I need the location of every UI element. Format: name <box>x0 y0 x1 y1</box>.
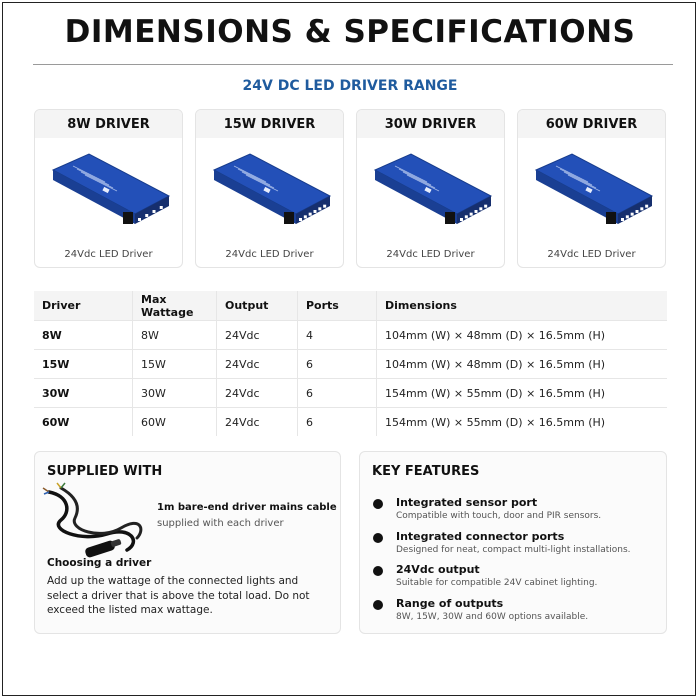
cell-driver: 60W <box>34 408 133 437</box>
feature-title: Integrated sensor port <box>396 496 538 509</box>
driver-card-heading: 15W DRIVER <box>196 110 343 138</box>
driver-card-heading: 60W DRIVER <box>518 110 665 138</box>
column-header-ports: Ports <box>298 291 377 321</box>
cell-dimensions: 104mm (W) × 48mm (D) × 16.5mm (H) <box>377 350 668 379</box>
supplied-with-title: SUPPLIED WITH <box>47 464 163 479</box>
driver-card-8w <box>34 109 183 268</box>
column-header-dimensions: Dimensions <box>377 291 668 321</box>
cell-ports: 4 <box>298 321 377 350</box>
cell-driver: 15W <box>34 350 133 379</box>
cell-max-wattage: 60W <box>133 408 217 437</box>
table-row <box>34 321 667 350</box>
driver-card-30w <box>356 109 505 268</box>
feature-subtitle: Compatible with touch, door and PIR sensors. <box>396 511 602 521</box>
led-driver-image <box>204 140 336 240</box>
cell-ports: 6 <box>298 350 377 379</box>
cell-output: 24Vdc <box>217 350 298 379</box>
bullet-dot-icon <box>373 533 383 543</box>
cell-output: 24Vdc <box>217 379 298 408</box>
table-row <box>34 379 667 408</box>
led-driver-image <box>526 140 658 240</box>
column-header-output: Output <box>217 291 298 321</box>
feature-title: Integrated connector ports <box>396 530 565 543</box>
cable-title: 1m bare-end driver mains cable <box>157 502 337 513</box>
cell-ports: 6 <box>298 408 377 437</box>
page-title: DIMENSIONS & SPECIFICATIONS <box>64 14 636 50</box>
specifications-table <box>34 291 667 436</box>
driver-card-heading: 8W DRIVER <box>35 110 182 138</box>
choosing-driver-title: Choosing a driver <box>47 557 152 569</box>
led-driver-image <box>365 140 497 240</box>
cell-dimensions: 104mm (W) × 48mm (D) × 16.5mm (H) <box>377 321 668 350</box>
driver-card-caption: 24Vdc LED Driver <box>547 249 636 260</box>
title-divider <box>33 64 673 65</box>
feature-subtitle: Suitable for compatible 24V cabinet lighting. <box>396 578 598 588</box>
bullet-dot-icon <box>373 600 383 610</box>
driver-card-15w <box>195 109 344 268</box>
feature-subtitle: 8W, 15W, 30W and 60W options available. <box>396 612 589 622</box>
column-header-max-wattage: Max Wattage <box>133 291 217 321</box>
bullet-dot-icon <box>373 499 383 509</box>
driver-cards <box>34 109 667 268</box>
cell-max-wattage: 15W <box>133 350 217 379</box>
table-header-row <box>34 291 667 321</box>
cell-driver: 8W <box>34 321 133 350</box>
cell-output: 24Vdc <box>217 408 298 437</box>
cell-max-wattage: 30W <box>133 379 217 408</box>
cell-dimensions: 154mm (W) × 55mm (D) × 16.5mm (H) <box>377 379 668 408</box>
bullet-dot-icon <box>373 566 383 576</box>
choosing-driver-text: Add up the wattage of the connected lights and select a driver that is above the total load. Do not exceed the listed max wattage. <box>47 575 310 616</box>
cell-driver: 30W <box>34 379 133 408</box>
mains-cable-image <box>41 482 151 560</box>
page-subtitle: 24V DC LED DRIVER RANGE <box>242 78 458 94</box>
table-row <box>34 350 667 379</box>
cell-ports: 6 <box>298 379 377 408</box>
led-driver-image <box>43 140 175 240</box>
key-features-title: KEY FEATURES <box>372 464 480 479</box>
driver-card-heading: 30W DRIVER <box>357 110 504 138</box>
driver-card-caption: 24Vdc LED Driver <box>386 249 475 260</box>
driver-card-caption: 24Vdc LED Driver <box>225 249 314 260</box>
cell-output: 24Vdc <box>217 321 298 350</box>
feature-title: 24Vdc output <box>396 563 480 576</box>
cell-dimensions: 154mm (W) × 55mm (D) × 16.5mm (H) <box>377 408 668 437</box>
column-header-driver: Driver <box>34 291 133 321</box>
driver-card-60w <box>517 109 666 268</box>
feature-title: Range of outputs <box>396 597 504 610</box>
table-row <box>34 408 667 437</box>
supplied-with-panel <box>34 451 341 634</box>
key-features-panel <box>359 451 667 634</box>
feature-subtitle: Designed for neat, compact multi-light installations. <box>396 545 631 555</box>
driver-card-caption: 24Vdc LED Driver <box>64 249 153 260</box>
cell-max-wattage: 8W <box>133 321 217 350</box>
cable-subtitle: supplied with each driver <box>157 518 284 529</box>
